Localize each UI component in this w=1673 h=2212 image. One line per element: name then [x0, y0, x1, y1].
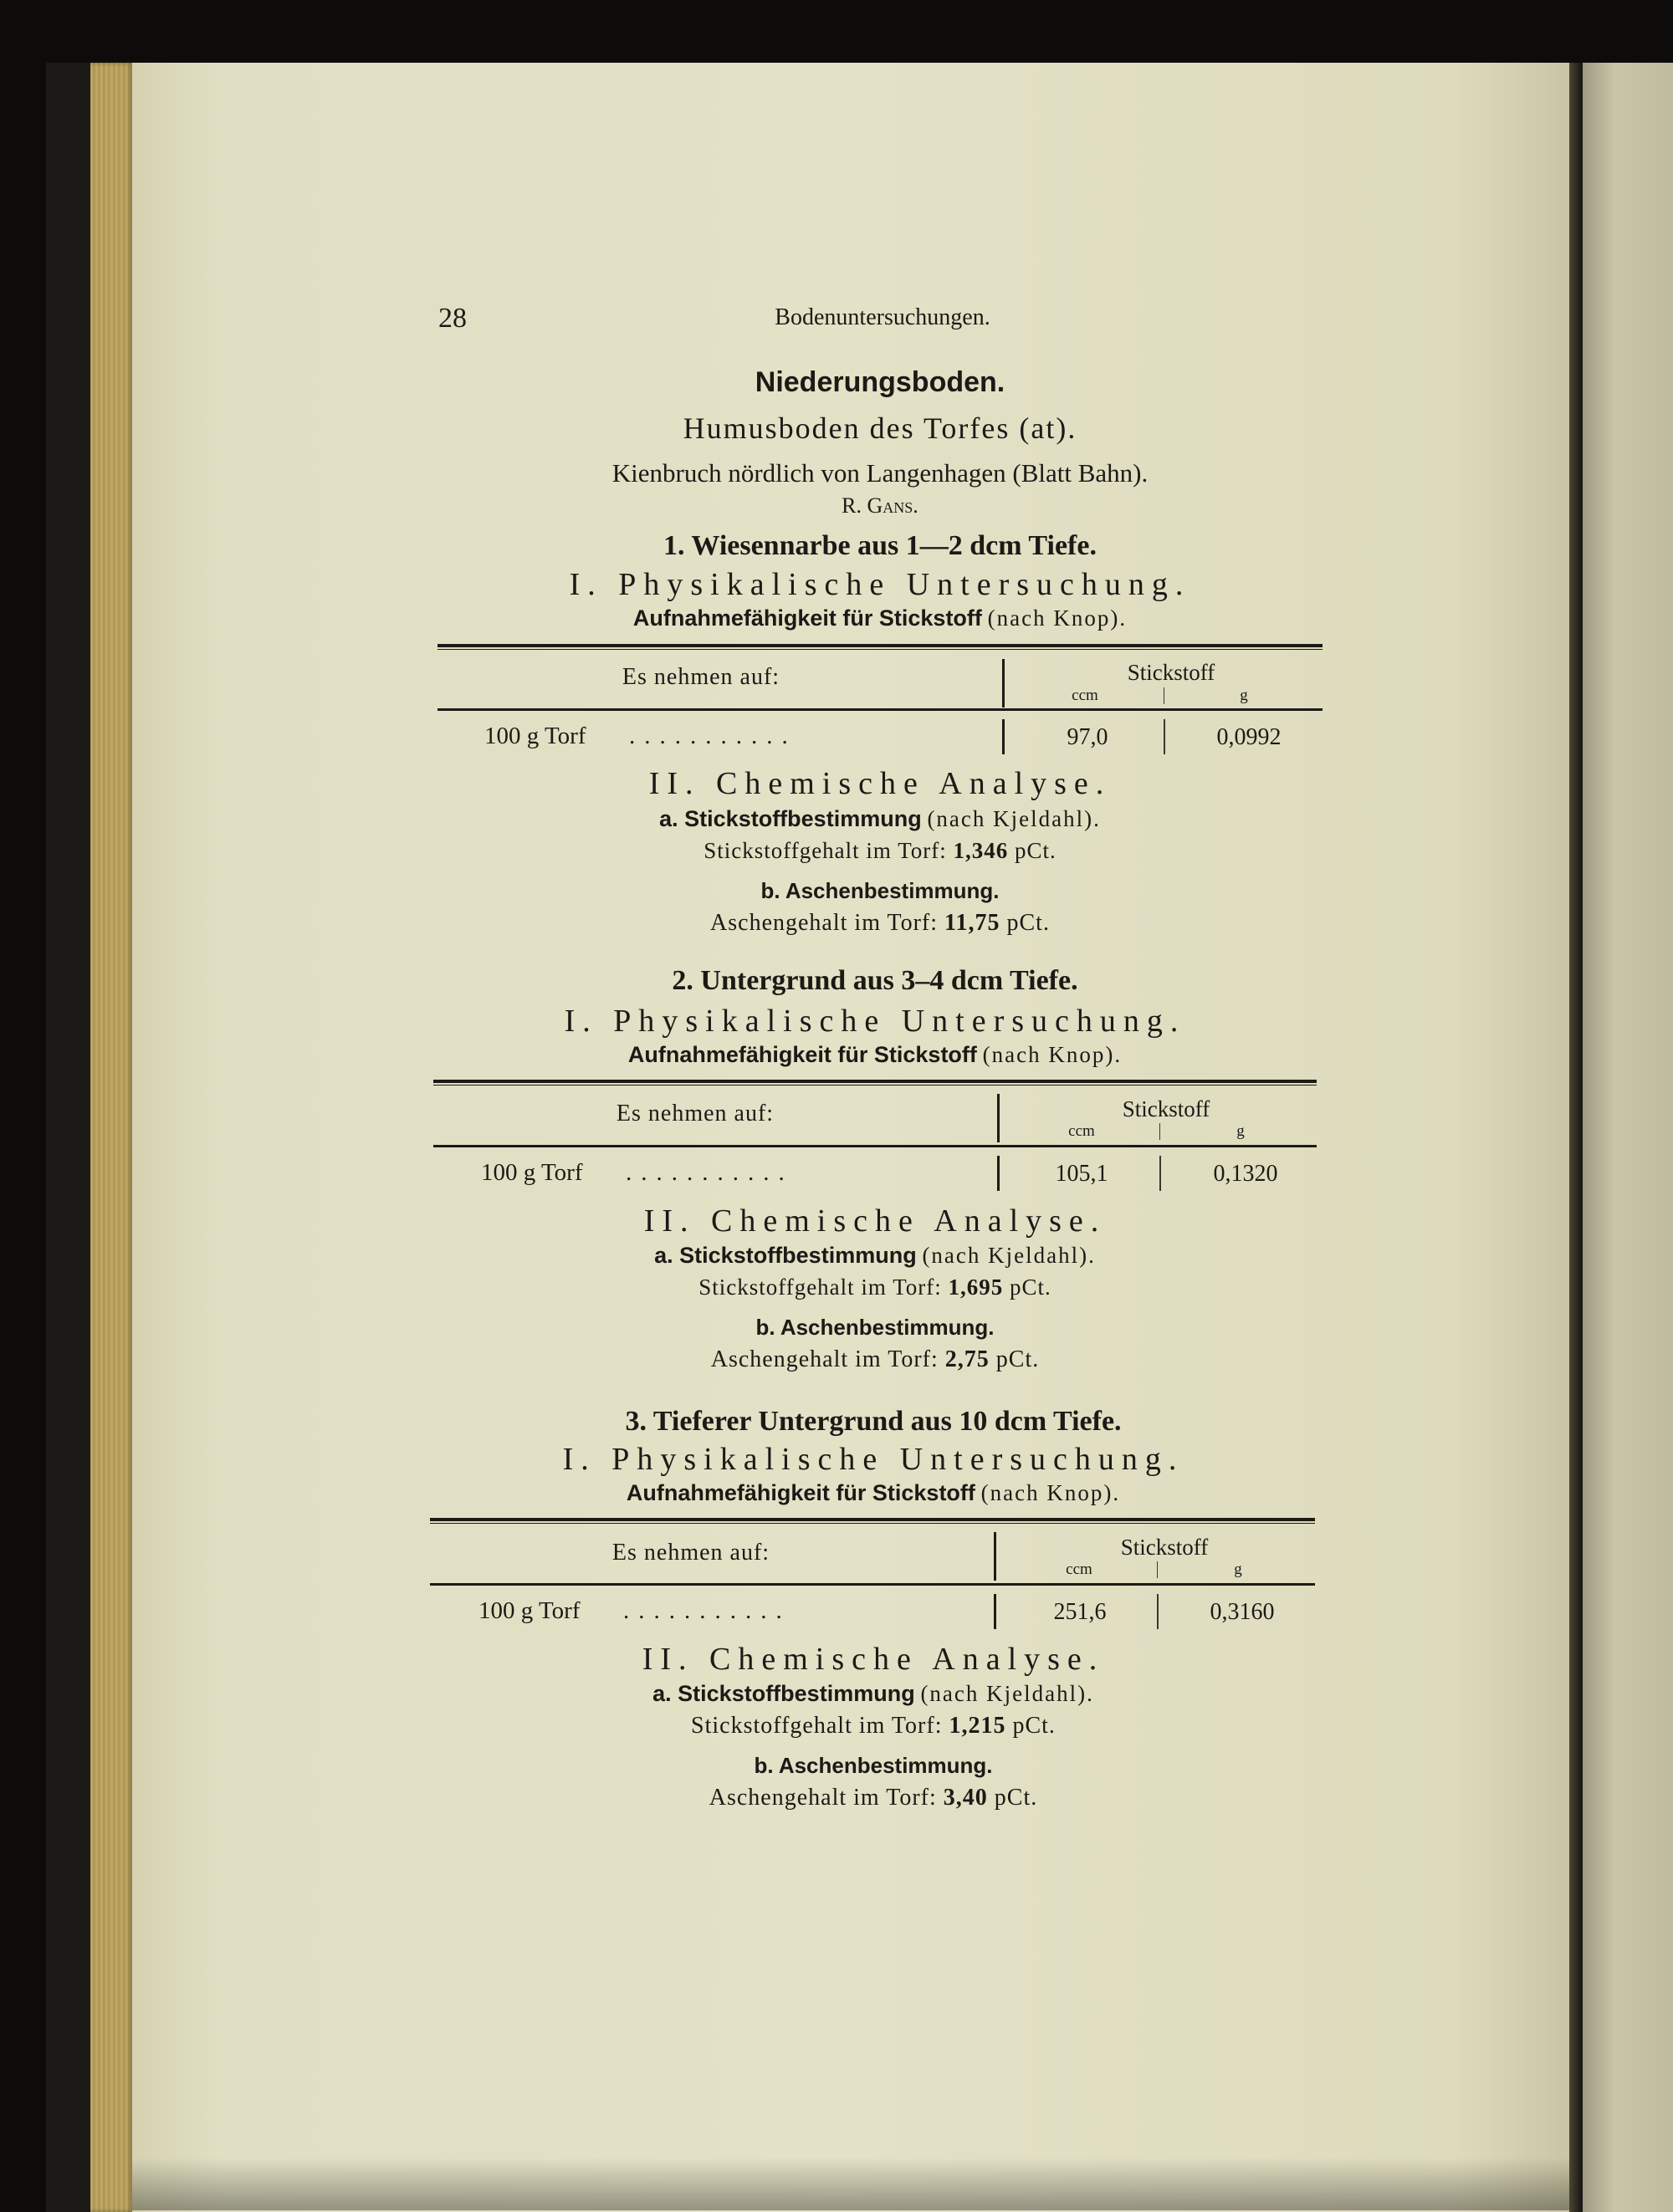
nitrogen-method: (nach Kjeldahl). [927, 806, 1101, 831]
nitrogen-content-line [691, 1714, 1056, 1738]
location-line: Kienbruch nördlich von Langenhagen (Blatt Bahn). [611, 458, 1149, 488]
physical-heading: I. Physikalische Untersuchung. [569, 567, 1191, 602]
nitrogen-content-label: Stickstoffgehalt im Torf: [703, 838, 947, 863]
table-top-rule-thin [433, 1085, 1317, 1086]
nitrogen-content-label: Stickstoffgehalt im Torf: [698, 1275, 942, 1300]
ash-content-value: 2,75 [944, 1346, 990, 1372]
row-label: 100 g Torf [478, 1597, 581, 1624]
chemical-heading: II. Chemische Analyse. [643, 1203, 1107, 1239]
ash-determination-label: b. Aschenbestimmung. [760, 878, 1000, 903]
unit-g: g [1234, 1561, 1242, 1578]
nitrogen-determination [654, 1244, 1096, 1267]
ash-determination-label: b. Aschenbestimmung. [754, 1753, 993, 1778]
nitrogen-content-line [703, 840, 1056, 862]
ash-determination-label: b. Aschenbestimmung. [755, 1315, 995, 1340]
table-top-rule [430, 1518, 1315, 1521]
physical-heading: I. Physikalische Untersuchung. [564, 1004, 1186, 1039]
column-header-left: Es nehmen auf: [622, 664, 780, 690]
g-value: 0,3160 [1210, 1599, 1275, 1625]
column-header-left: Es nehmen auf: [616, 1101, 775, 1126]
row-label: 100 g Torf [484, 723, 586, 749]
absorption-method: (nach Knop). [987, 605, 1128, 631]
table-top-rule [433, 1080, 1317, 1083]
row-divider [997, 1156, 1000, 1191]
book-gutter [1569, 63, 1583, 2212]
leader-dots: ........... [629, 723, 797, 749]
nitrogen-determination-label: a. Stickstoffbestimmung [652, 1681, 915, 1706]
value-divider [1159, 1156, 1161, 1191]
ccm-value: 97,0 [1067, 724, 1108, 750]
absorption-label: Aufnahmefähigkeit für Stickstoff [626, 1480, 975, 1505]
page-bottom-shadow [132, 2158, 1569, 2210]
ash-content-line [711, 1348, 1039, 1372]
table-top-rule-thin [437, 649, 1323, 650]
ash-content-label: Aschengehalt im Torf: [710, 910, 939, 936]
section-heading: 3. Tieferer Untergrund aus 10 dcm Tiefe. [625, 1406, 1122, 1437]
ccm-value: 251,6 [1053, 1599, 1107, 1625]
ash-content-label: Aschengehalt im Torf: [709, 1785, 937, 1811]
nitrogen-content-value: 1,215 [949, 1713, 1006, 1739]
physical-heading: I. Physikalische Untersuchung. [562, 1442, 1184, 1477]
facing-page-edge [1583, 63, 1673, 2212]
absorption-label: Aufnahmefähigkeit für Stickstoff [632, 605, 982, 631]
ash-content-unit: pCt. [994, 1785, 1038, 1811]
header-rule [433, 1145, 1317, 1147]
chemical-heading: II. Chemische Analyse. [642, 1642, 1105, 1677]
header-rule [437, 708, 1323, 711]
nitrogen-method: (nach Kjeldahl). [920, 1681, 1094, 1706]
section-heading: 1. Wiesennarbe aus 1—2 dcm Tiefe. [663, 530, 1097, 561]
absorption-method: (nach Knop). [982, 1042, 1123, 1067]
absorption-line [633, 607, 1127, 630]
unit-g: g [1240, 687, 1248, 704]
leader-dots: ........... [623, 1597, 791, 1624]
page-number: 28 [438, 303, 467, 334]
page-subtitle: Humusboden des Torfes (at). [683, 411, 1077, 445]
absorption-method: (nach Knop). [980, 1480, 1121, 1505]
running-head: Bodenuntersuchungen. [775, 304, 990, 330]
nitrogen-determination-label: a. Stickstoffbestimmung [654, 1243, 917, 1268]
unit-ccm: ccm [1068, 1122, 1095, 1140]
nitrogen-content-value: 1,695 [948, 1275, 1004, 1300]
ash-content-line [710, 912, 1050, 935]
nitrogen-determination-label: a. Stickstoffbestimmung [659, 806, 922, 831]
leader-dots: ........... [626, 1159, 794, 1186]
value-divider [1164, 719, 1165, 754]
nitrogen-content-unit: pCt. [1012, 1713, 1056, 1739]
column-header-left: Es nehmen auf: [611, 1540, 770, 1566]
nitrogen-method: (nach Kjeldahl). [922, 1243, 1096, 1268]
page-edges [90, 63, 134, 2212]
absorption-line [628, 1044, 1122, 1066]
unit-divider [1159, 1123, 1160, 1140]
ash-content-unit: pCt. [995, 1346, 1040, 1372]
column-header-right: Stickstoff [1127, 660, 1215, 685]
chemical-heading: II. Chemische Analyse. [648, 766, 1112, 801]
row-divider [994, 1594, 996, 1629]
author-line: R. Gans. [842, 493, 918, 518]
ash-content-line [709, 1786, 1037, 1810]
ash-content-value: 11,75 [944, 910, 1000, 936]
column-header-right: Stickstoff [1122, 1096, 1210, 1121]
header-rule [430, 1583, 1315, 1586]
column-divider [994, 1532, 996, 1581]
nitrogen-content-unit: pCt. [1015, 838, 1056, 863]
nitrogen-content-unit: pCt. [1010, 1275, 1051, 1300]
nitrogen-content-value: 1,346 [953, 838, 1009, 863]
value-divider [1157, 1594, 1159, 1629]
ccm-value: 105,1 [1055, 1161, 1108, 1187]
column-divider [1002, 659, 1005, 708]
unit-g: g [1236, 1122, 1245, 1140]
unit-divider [1157, 1561, 1158, 1578]
ash-content-unit: pCt. [1006, 910, 1050, 936]
nitrogen-content-line [698, 1276, 1051, 1299]
g-value: 0,1320 [1213, 1161, 1278, 1187]
section-heading: 2. Untergrund aus 3–4 dcm Tiefe. [672, 965, 1078, 996]
column-header-right: Stickstoff [1120, 1535, 1209, 1560]
nitrogen-determination [652, 1683, 1094, 1705]
table-top-rule-thin [430, 1523, 1315, 1524]
page-title: Niederungsboden. [755, 366, 1005, 398]
unit-ccm: ccm [1066, 1561, 1092, 1578]
unit-ccm: ccm [1072, 687, 1098, 704]
ash-content-value: 3,40 [943, 1785, 988, 1811]
absorption-line [627, 1482, 1120, 1504]
absorption-label: Aufnahmefähigkeit für Stickstoff [627, 1042, 977, 1067]
row-divider [1002, 719, 1005, 754]
column-divider [997, 1094, 1000, 1142]
ash-content-label: Aschengehalt im Torf: [710, 1346, 939, 1372]
nitrogen-determination [659, 808, 1101, 830]
row-label: 100 g Torf [481, 1159, 583, 1186]
nitrogen-content-label: Stickstoffgehalt im Torf: [691, 1713, 943, 1739]
g-value: 0,0992 [1216, 724, 1282, 750]
table-top-rule [437, 644, 1323, 647]
